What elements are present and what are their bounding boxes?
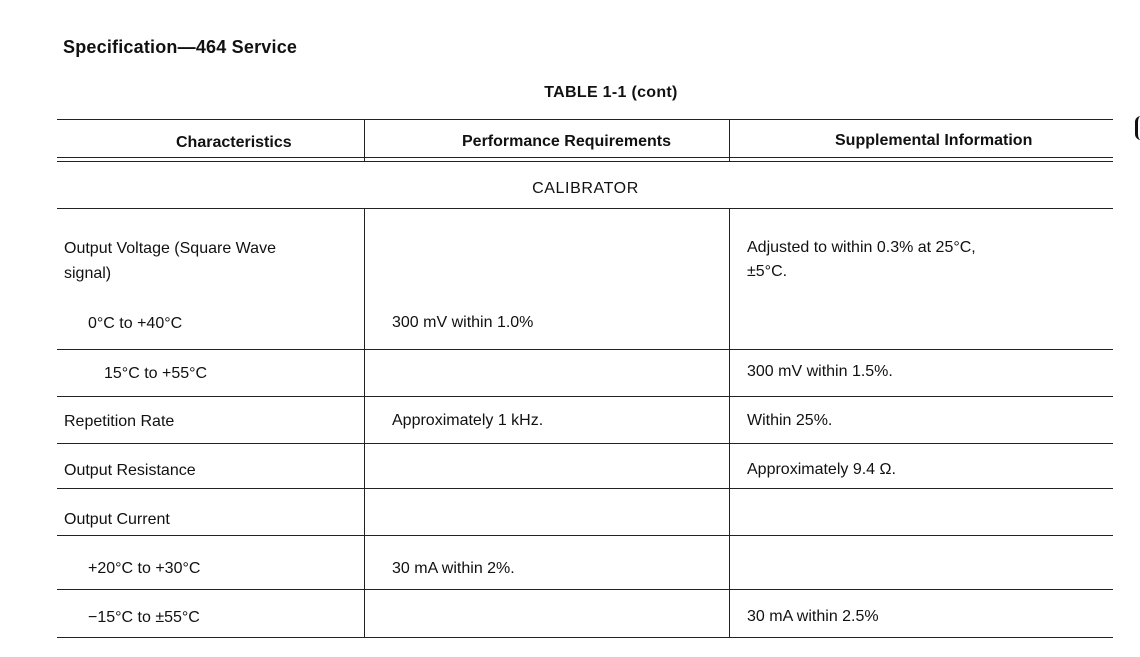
table-bottom-rule <box>57 637 1113 638</box>
body-col-divider-2 <box>729 208 730 638</box>
performance-cell: Approximately 1 kHz. <box>392 412 544 429</box>
supplemental-cell-continued: ±5°C. <box>747 263 788 280</box>
characteristic-cell: −15°C to ±55°C <box>88 609 200 626</box>
performance-cell: 30 mA within 2%. <box>392 560 515 577</box>
column-header-characteristics: Characteristics <box>176 134 292 151</box>
supplemental-cell: Within 25%. <box>747 412 833 429</box>
supplemental-cell: Adjusted to within 0.3% at 25°C, <box>747 239 976 256</box>
characteristic-cell: 15°C to +55°C <box>104 365 208 382</box>
header-col-divider-2 <box>729 119 730 161</box>
body-col-divider-1 <box>364 208 365 638</box>
row-rule <box>57 349 1113 350</box>
page-header: Specification—464 Service <box>63 37 298 57</box>
table-title: TABLE 1-1 (cont) <box>544 84 678 101</box>
column-header-supplemental: Supplemental Information <box>835 132 1033 149</box>
section-bottom-rule <box>57 208 1113 209</box>
characteristic-cell: Output Current <box>64 511 170 528</box>
characteristic-cell-continued: signal) <box>64 265 112 282</box>
supplemental-cell: 300 mV within 1.5%. <box>747 363 893 380</box>
header-col-divider-1 <box>364 119 365 161</box>
section-title-calibrator: CALIBRATOR <box>532 180 639 197</box>
row-rule <box>57 589 1113 590</box>
header-rule-1 <box>57 157 1113 158</box>
row-rule <box>57 396 1113 397</box>
characteristic-cell: +20°C to +30°C <box>88 560 201 577</box>
characteristic-cell: 0°C to +40°C <box>88 315 183 332</box>
row-rule <box>57 443 1113 444</box>
characteristic-cell: Repetition Rate <box>64 413 175 430</box>
binding-edge-mark <box>1135 116 1140 140</box>
performance-cell: 300 mV within 1.0% <box>392 314 534 331</box>
table-top-rule <box>57 119 1113 120</box>
column-header-performance: Performance Requirements <box>462 133 671 150</box>
supplemental-cell: Approximately 9.4 Ω. <box>747 461 896 478</box>
row-rule <box>57 488 1113 489</box>
header-rule-2 <box>57 161 1113 162</box>
row-rule <box>57 535 1113 536</box>
supplemental-cell: 30 mA within 2.5% <box>747 608 879 625</box>
characteristic-cell: Output Voltage (Square Wave <box>64 240 276 257</box>
characteristic-cell: Output Resistance <box>64 462 196 479</box>
